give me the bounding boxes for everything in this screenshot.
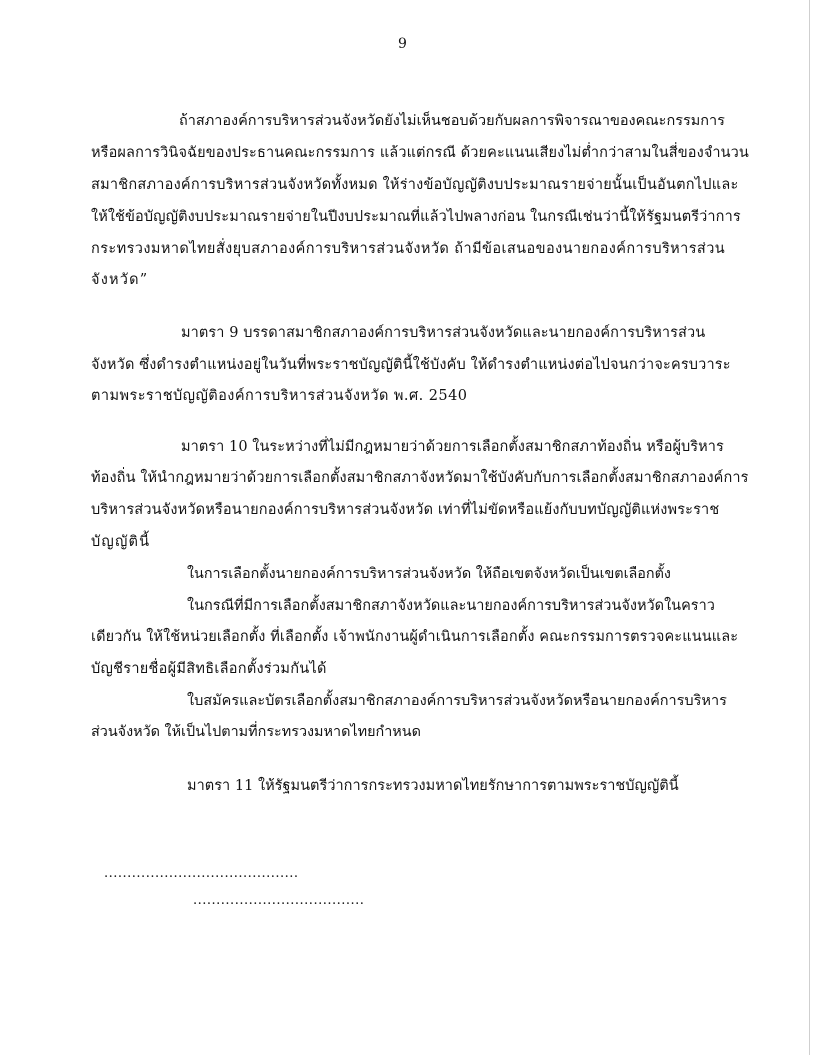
text-line: เดียวกัน ให้ใช้หน่วยเลือกตั้ง ที่เลือกตั้ง เจ้าพนักงานผู้ดำเนินการเลือกตั้ง คณะกรรมการตรวจคะแนนและ (91, 629, 739, 645)
text-line: บริหารส่วนจังหวัดหรือนายกองค์การบริหารส่วนจังหวัด เท่าที่ไม่ขัดหรือแย้งกับบทบัญญัติแห่งพระราช (91, 502, 720, 518)
text-line: ตามพระราชบัญญัติองค์การบริหารส่วนจังหวัด พ.ศ. 2540 (91, 388, 468, 404)
text-line: ส่วนจังหวัด ให้เป็นไปตามที่กระทรวงมหาดไทยกำหนด (91, 724, 421, 740)
section-10-heading-line: มาตรา 10 ในระหว่างที่ไม่มีกฎหมายว่าด้วยการเลือกตั้งสมาชิกสภาท้องถิ่น หรือผู้บริหาร (181, 439, 724, 455)
text-line: ในการเลือกตั้งนายกองค์การบริหารส่วนจังหวัด ให้ถือเขตจังหวัดเป็นเขตเลือกตั้ง (187, 566, 671, 582)
text-line: ถ้าสภาองค์การบริหารส่วนจังหวัดยังไม่เห็นชอบด้วยกับผลการพิจารณาของคณะกรรมการ (179, 113, 725, 129)
text-line: จังหวัด” (91, 272, 149, 288)
section-9-heading-line: มาตรา 9 บรรดาสมาชิกสภาองค์การบริหารส่วนจังหวัดและนายกองค์การบริหารส่วน (181, 325, 706, 341)
signature-dots: .......................................... (104, 866, 299, 881)
text-line: ในกรณีที่มีการเลือกตั้งสมาชิกสภาจังหวัดและนายกองค์การบริหารส่วนจังหวัดในคราว (187, 598, 715, 614)
text-line: จังหวัด ซึ่งดำรงตำแหน่งอยู่ในวันที่พระราชบัญญัตินี้ใช้บังคับ ให้ดำรงตำแหน่งต่อไปจนกว่าจะครบวาระ (91, 357, 731, 373)
text-line: บัญชีรายชื่อผู้มีสิทธิเลือกตั้งร่วมกันได้ (91, 661, 327, 677)
signature-dots: ..................................... (193, 893, 365, 908)
section-11-line: มาตรา 11 ให้รัฐมนตรีว่าการกระทรวงมหาดไทยรักษาการตามพระราชบัญญัตินี้ (187, 778, 679, 794)
text-line: กระทรวงมหาดไทยสั่งยุบสภาองค์การบริหารส่วนจังหวัด ถ้ามีข้อเสนอของนายกองค์การบริหารส่วน (91, 241, 726, 257)
text-line: หรือผลการวินิจฉัยของประธานคณะกรรมการ แล้วแต่กรณี ด้วยคะแนนเสียงไม่ต่ำกว่าสามในสี่ของจำนวน (91, 145, 749, 161)
text-line: ให้ใช้ข้อบัญญัติงบประมาณรายจ่ายในปีงบประมาณที่แล้วไปพลางก่อน ในกรณีเช่นว่านี้ให้รัฐมนตรีว่าการ (91, 209, 741, 225)
text-line: ท้องถิ่น ให้นำกฎหมายว่าด้วยการเลือกตั้งสมาชิกสภาจังหวัดมาใช้บังคับกับการเลือกตั้งสมาชิกสภาองค์การ (91, 470, 749, 486)
page-number: 9 (398, 36, 407, 52)
page-edge-shadow (809, 0, 810, 1055)
text-line: ใบสมัครและบัตรเลือกตั้งสมาชิกสภาองค์การบริหารส่วนจังหวัดหรือนายกองค์การบริหาร (187, 693, 727, 709)
text-line: บัญญัตินี้ (91, 534, 151, 550)
text-line: สมาชิกสภาองค์การบริหารส่วนจังหวัดทั้งหมด ให้ร่างข้อบัญญัติงบประมาณรายจ่ายนั้นเป็นอันตกไปและ (91, 177, 739, 193)
